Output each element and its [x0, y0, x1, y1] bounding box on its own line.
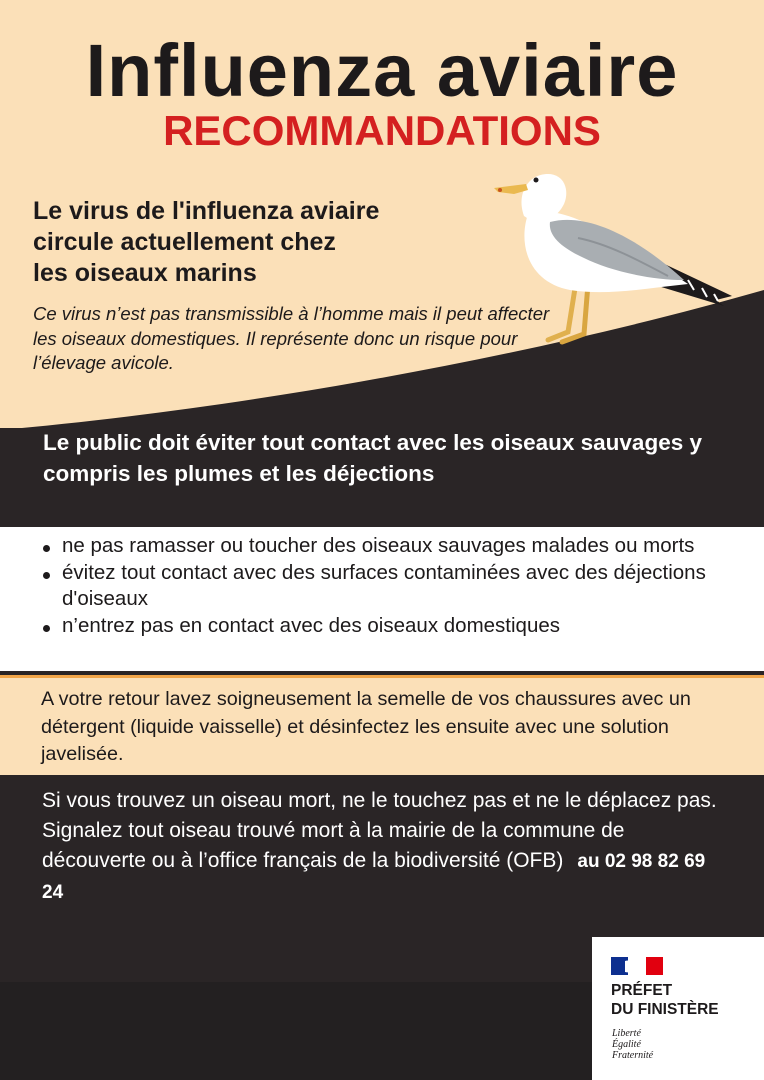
- dead-bird-warning: Si vous trouvez un oiseau mort, ne le touchez pas et ne le déplacez pas.: [42, 789, 717, 812]
- dead-bird-report: [42, 816, 722, 908]
- phone-number: au 02 98 82 69 24: [42, 851, 706, 903]
- bullet-icon: [43, 572, 50, 579]
- list-item: [40, 533, 750, 560]
- prefecture-name-line: PRÉFET: [611, 982, 673, 999]
- prefecture-name-line: DU FINISTÈRE: [611, 1001, 719, 1018]
- footer-band: [0, 982, 600, 1080]
- motto-word: Liberté: [612, 1028, 641, 1039]
- list-item-text: évitez tout contact avec des surfaces contaminées avec des déjections d'oiseaux: [62, 560, 706, 610]
- lead-line: circule actuellement chez: [33, 228, 336, 256]
- prefecture-name: [611, 981, 719, 1019]
- bullet-icon: [43, 625, 50, 632]
- lead-statement: [33, 196, 523, 289]
- list-item-text: n’entrez pas en contact avec des oiseaux domestiques: [62, 613, 560, 637]
- republic-motto: [612, 1028, 653, 1061]
- lead-line: les oiseaux marins: [33, 259, 257, 287]
- page-subtitle: RECOMMANDATIONS: [163, 107, 601, 154]
- bullet-icon: [43, 545, 50, 552]
- motto-word: Fraternité: [612, 1050, 654, 1061]
- motto-word: Égalité: [612, 1039, 641, 1050]
- lead-line: Le virus de l'influenza aviaire: [33, 197, 380, 225]
- transmission-info: Ce virus n’est pas transmissible à l’homme mais il peut affecter les oiseaux domestiques. Il représente donc un risque pour l’élevage avicole.: [33, 303, 550, 373]
- recommendation-list: [40, 533, 750, 639]
- dead-bird-instructions: [42, 786, 722, 908]
- return-advice: A votre retour lavez soigneusement la semelle de vos chaussures avec un détergent (liquide vaisselle) et désinfectez les ensuite avec une solution javelisée.: [41, 688, 691, 765]
- prefecture-logo: [592, 937, 764, 1080]
- page-title: Influenza aviaire: [85, 29, 679, 112]
- marianne-flag-logo: [611, 957, 663, 975]
- public-notice: Le public doit éviter tout contact avec les oiseaux sauvages y compris les plumes et les déjections: [43, 430, 702, 486]
- dead-bird-report-text: Signalez tout oiseau trouvé mort à la mairie de la commune de découverte ou à l’office français de la biodiversité (OFB): [42, 819, 625, 872]
- list-item: [40, 560, 750, 613]
- list-item-text: ne pas ramasser ou toucher des oiseaux sauvages malades ou morts: [62, 534, 695, 557]
- list-item: [40, 613, 750, 640]
- seagull-illustration: [488, 164, 738, 348]
